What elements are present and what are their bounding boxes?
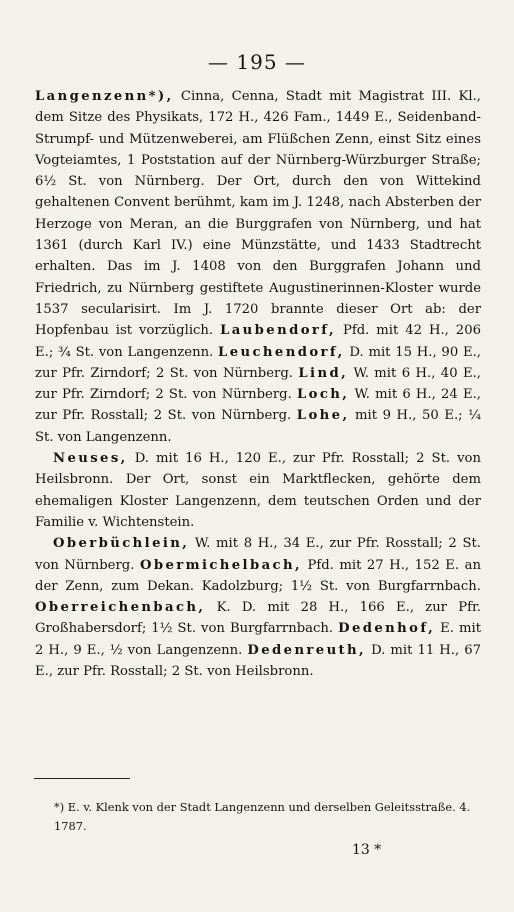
paragraph-neuses <box>35 448 481 533</box>
entry-name: Dedenhof, <box>338 621 436 637</box>
entry-text: Cinna, Cenna, Stadt mit Magistrat III. Kl., dem Sitze des Physikats, 172 H., 426 Fam., 1449 E., Seidenband- Strumpf- und Mützenweberei, am Flüßchen Zenn, einst Sitz eines Vogteiamtes, 1 Poststation auf der Nürnberg-Würzburger Straße; 6½ St. von Nürnberg. Der Ort, durch den von Wittekind gehaltenen Convent berühmt, kam im J. 1248, nach Absterben der Herzoge von Meran, an die Burggrafen von Nürnberg, und hat 1361 (durch Karl IV.) eine Münzstätte, und 1433 Stadtrecht erhalten. Das im J. 1408 von den Burggrafen Johann und Friedrich, zu Nürnberg gestiftete Augustinerinnen-Kloster wurde 1537 secularisirt. Im J. 1720 brannte dieser Ort ab: der Hopfenbau ist vorzüglich. <box>35 89 481 339</box>
body-text <box>35 86 481 682</box>
entry-name: Leuchendorf, <box>218 344 345 360</box>
entry-text: K. D. mit 28 H., 166 E., zur Pfr. Großhabersdorf; 1½ St. von Burgfarrnbach. <box>35 600 481 637</box>
entry-text: W. mit 8 H., 34 E., zur Pfr. Rosstall; 2 St. von Nürnberg. <box>35 536 481 573</box>
entry-text: E. mit 2 H., 9 E., ½ von Langenzenn. <box>35 621 481 658</box>
entry-text: D. mit 15 H., 90 E., zur Pfr. Zirndorf; 2 St. von Nürnberg. <box>35 344 481 381</box>
page-number: — 195 — <box>208 50 306 74</box>
entry-head: Neuses, <box>53 451 128 467</box>
entry-text: W. mit 6 H., 24 E., zur Pfr. Rosstall; 2 St. von Nürnberg. <box>35 387 481 424</box>
entry-head: Oberbüchlein, <box>53 536 190 552</box>
entry-text: Pfd. mit 42 H., 206 E.; ¾ St. von Langenzenn. <box>35 323 481 360</box>
entry-text: D. mit 16 H., 120 E., zur Pfr. Rosstall; 2 St. von Heilsbronn. Der Ort, sonst ein Marktflecken, gehörte dem ehemaligen Kloster Langenzenn, dem teutschen Orden und der Familie v. Wichtenstein. <box>35 451 481 530</box>
entry-text: W. mit 6 H., 40 E., zur Pfr. Zirndorf; 2 St. von Nürnberg. <box>35 365 482 403</box>
entry-head: Langenzenn*), <box>35 89 174 104</box>
entry-text: D. mit 11 H., 67 E., zur Pfr. Rosstall; 2 St. von Heilsbronn. <box>35 642 481 680</box>
entry-name: Laubendorf, <box>220 323 337 339</box>
entry-name: Dedenreuth, <box>247 642 367 658</box>
entry-name: Lohe, <box>296 408 350 424</box>
entry-text: Pfd. mit 27 H., 152 E. an der Zenn, zum Dekan. Kadolzburg; 1½ St. von Burgfarrnbach. <box>35 557 482 594</box>
paragraph-langenzenn <box>35 86 481 448</box>
paragraph-oberbuechlein <box>35 533 481 682</box>
entry-text: mit 9 H., 50 E.; ¼ St. von Langenzenn. <box>35 408 481 445</box>
entry-name: Loch, <box>296 387 350 403</box>
footnote-text: *) E. v. Klenk von der Stadt Langenzenn und derselben Geleitsstraße. 4. 1787. <box>54 800 471 833</box>
footnote-divider <box>34 778 130 779</box>
entry-name: Lind, <box>298 365 349 381</box>
entry-name: Obermichelbach, <box>139 557 302 573</box>
entry-name: Oberreichenbach, <box>35 600 206 616</box>
signature-mark: 13 * <box>352 842 382 858</box>
